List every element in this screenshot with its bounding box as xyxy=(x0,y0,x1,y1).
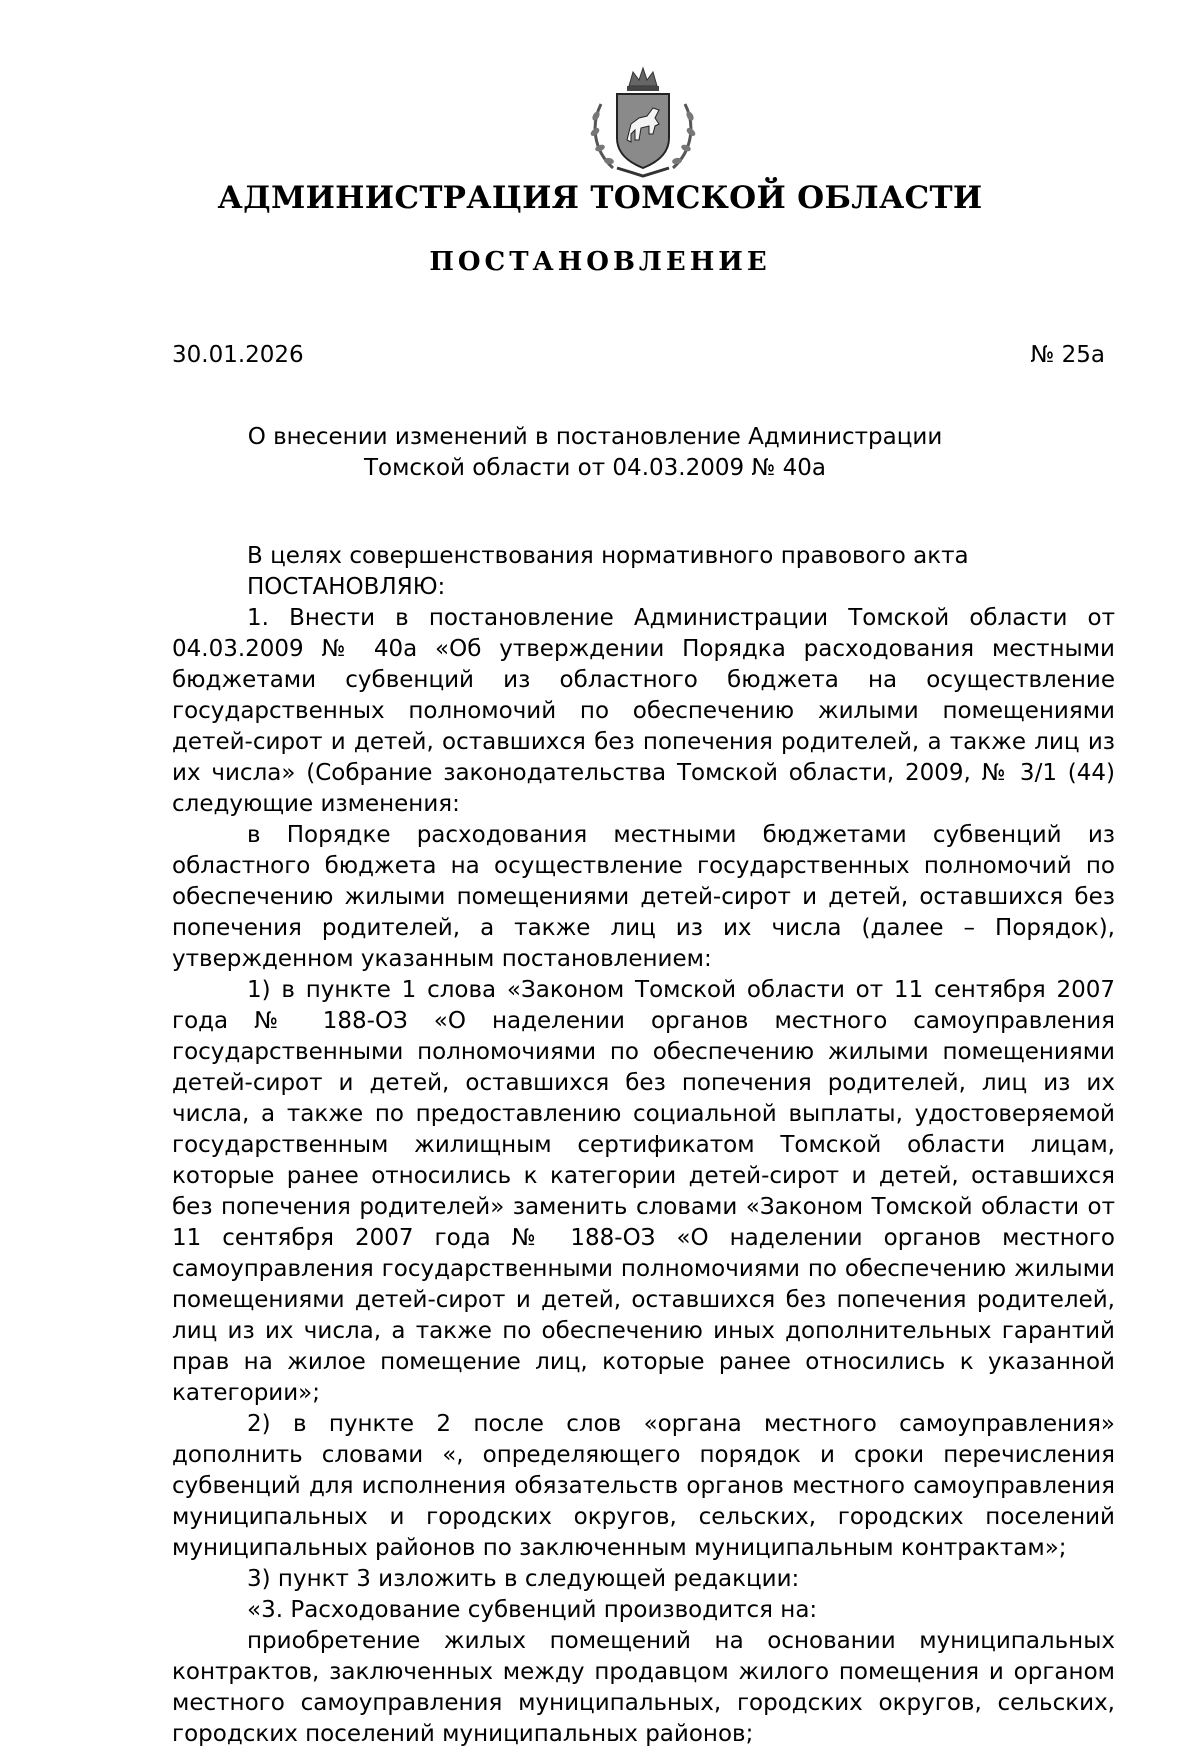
document-body xyxy=(172,541,1115,1750)
subparagraph-3: 3) пункт 3 изложить в следующей редакции: xyxy=(247,1566,800,1592)
clause-3-heading: «3. Расходование субвенций производится на: xyxy=(247,1597,818,1623)
subject-line: Томской области от 04.03.2009 № 40а xyxy=(363,455,827,481)
paragraph-1: 1. Внести в постановление Администрации Томской области от 04.03.2009 № 40а «Об утверждении Порядка расходования местными бюджетами субвенций из областного бюджета на осуществление государственных полномочий по обеспечению жилыми помещениями детей-сирот и детей, оставшихся без попечения родителей, а также лиц из их числа» (Собрание законодательства Томской области, 2009, № 3/1 (44) следующие изменения: xyxy=(172,605,1115,817)
subparagraph-1: 1) в пункте 1 слова «Законом Томской области от 11 сентября 2007 года № 188-ОЗ «О наделении органов местного самоуправления государственными полномочиями по обеспечению жилыми помещениями детей-сирот и детей, оставшихся без попечения родителей, лиц из их числа, а также по предоставлению социальной выплаты, удостоверяемой государственным жилищным сертификатом Томской области лицам, которые ранее относились к категории детей-сирот и детей, оставшихся без попечения родителей» заменить словами «Законом Томской области от 11 сентября 2007 года № 188-ОЗ «О наделении органов местного самоуправления государственными полномочиями по обеспечению жилыми помещениями детей-сирот и детей, оставшихся без попечения родителей, лиц из их числа, а также по обеспечению иных дополнительных гарантий прав на жилое помещение лиц, которые ранее относились к указанной категории»; xyxy=(172,977,1115,1406)
organization-title: АДМИНИСТРАЦИЯ ТОМСКОЙ ОБЛАСТИ xyxy=(217,180,983,216)
document-subject xyxy=(0,422,1190,484)
subparagraph-2: 2) в пункте 2 после слов «органа местного самоуправления» дополнить словами «, определяющего порядок и сроки перечисления субвенций для исполнения обязательств органов местного самоуправления муниципальных и городских округов, сельских, городских поселений муниципальных районов по заключенным муниципальным контрактам»; xyxy=(172,1411,1115,1561)
clause-3-item: приобретение жилых помещений на основании муниципальных контрактов, заключенных между продавцом жилого помещения и органом местного самоуправления муниципальных, городских округов, сельских, городских поселений муниципальных районов; xyxy=(172,1628,1115,1747)
document-date: 30.01.2026 xyxy=(172,342,304,368)
coat-of-arms-icon xyxy=(587,64,699,178)
preamble: В целях совершенствования нормативного правового акта xyxy=(247,543,969,569)
document-number: № 25а xyxy=(1030,342,1105,368)
document-type: ПОСТАНОВЛЕНИЕ xyxy=(429,247,771,277)
resolves-keyword: ПОСТАНОВЛЯЮ: xyxy=(247,574,446,600)
paragraph-procedure: в Порядке расходования местными бюджетами субвенций из областного бюджета на осуществление государственных полномочий по обеспечению жилыми помещениями детей-сирот и детей, оставшихся без попечения родителей, а также лиц из их числа (далее – Порядок), утвержденном указанным постановлением: xyxy=(172,822,1115,972)
subject-line: О внесении изменений в постановление Администрации xyxy=(247,424,943,450)
